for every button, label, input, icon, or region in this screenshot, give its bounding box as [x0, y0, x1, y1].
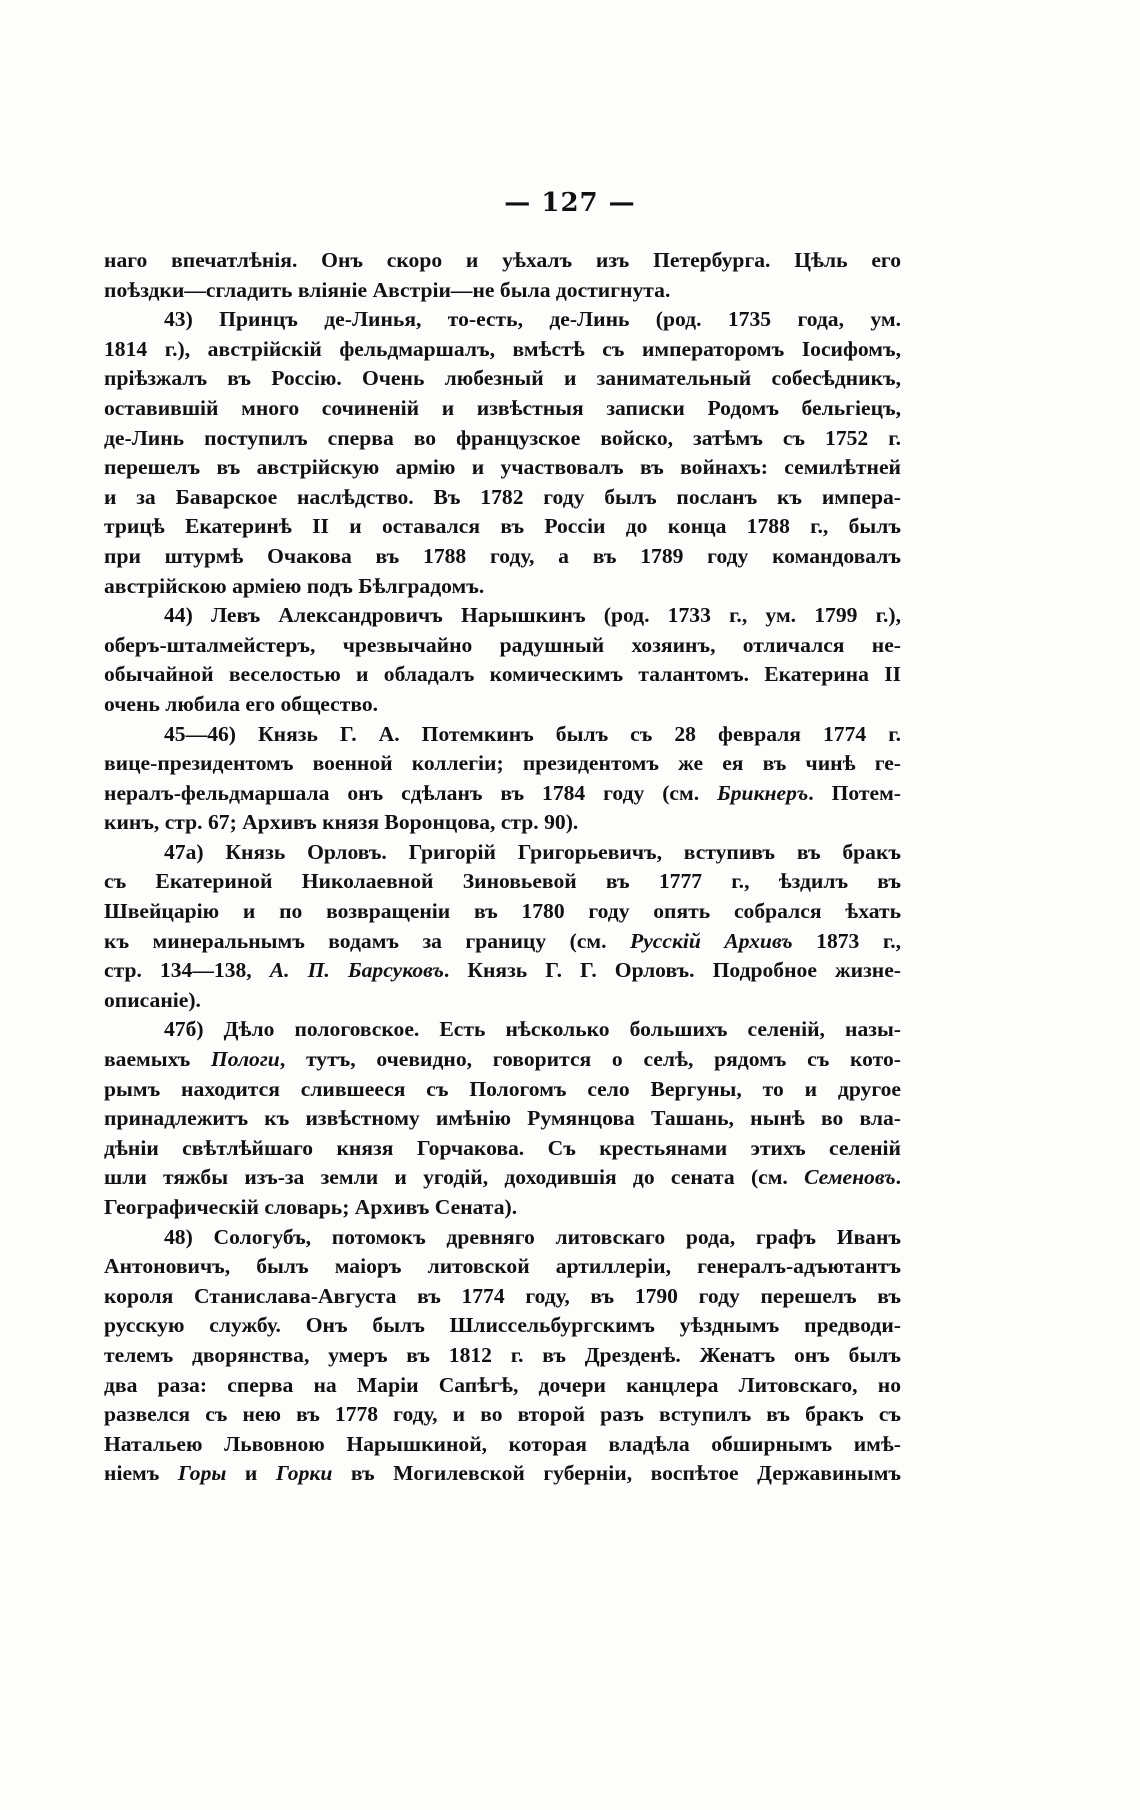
- text-line: шли тяжбы изъ-за земли и угодій, доходившія до сената (см. Семеновъ.: [104, 1165, 901, 1190]
- text-line: развелся съ нею въ 1778 году, и во второй разъ вступилъ въ бракъ съ: [104, 1402, 901, 1427]
- text-line: описаніе).: [104, 987, 201, 1012]
- text-line: трицѣ Екатеринѣ II и оставался въ Россіи до конца 1788 г., былъ: [104, 514, 901, 539]
- text-line: 43) Принцъ де-Линья, то-есть, де-Линь (род. 1735 года, ум.: [164, 307, 901, 332]
- text-line: короля Станислава-Августа въ 1774 году, въ 1790 году перешелъ въ: [104, 1283, 901, 1308]
- text-line: австрійскою арміею подъ Бѣлградомъ.: [104, 573, 485, 598]
- text-line: пріѣзжалъ въ Россію. Очень любезный и занимательный собесѣдникъ,: [104, 366, 901, 391]
- text-line: ніемъ Горы и Горки въ Могилевской губерніи, воспѣтое Державинымъ: [104, 1461, 901, 1486]
- text-line: нералъ-фельдмаршала онъ сдѣланъ въ 1784 году (см. Брикнеръ. Потем-: [104, 780, 901, 805]
- text-line: 1814 г.), австрійскій фельдмаршалъ, вмѣстѣ съ императоромъ Іосифомъ,: [104, 336, 901, 361]
- text-line: кинъ, стр. 67; Архивъ князя Воронцова, стр. 90).: [104, 810, 579, 835]
- text-line: съ Екатериной Николаевной Зиновьевой въ 1777 г., ѣздилъ въ: [104, 869, 901, 894]
- text-line: Натальею Львовною Нарышкиной, которая владѣла обширнымъ имѣ-: [104, 1431, 901, 1456]
- text-line: Антоновичъ, былъ маіоръ литовской артиллеріи, генералъ-адъютантъ: [104, 1254, 901, 1279]
- text-line: вице-президентомъ военной коллегіи; президентомъ же ея въ чинѣ ге-: [104, 751, 901, 776]
- text-line: очень любила его общество.: [104, 691, 379, 716]
- text-line: 45—46) Князь Г. А. Потемкинъ былъ съ 28 февраля 1774 г.: [164, 721, 901, 746]
- text-line: 47а) Князь Орловъ. Григорій Григорьевичъ, вступивъ въ бракъ: [164, 839, 901, 864]
- text-line: Географическій словарь; Архивъ Сената).: [104, 1195, 518, 1219]
- text-line: перешелъ въ австрійскую армію и участвовалъ въ войнахъ: семилѣтней: [104, 455, 901, 480]
- text-line: ваемыхъ Пологи, тутъ, очевидно, говорится о селѣ, рядомъ съ кото-: [104, 1047, 901, 1072]
- text-line: 47б) Дѣло пологовское. Есть нѣсколько большихъ селеній, назы-: [164, 1017, 901, 1042]
- text-line: Швейцарію и по возвращеніи въ 1780 году опять собрался ѣхать: [104, 899, 901, 924]
- text-line: принадлежитъ къ извѣстному имѣнію Румянцова Ташань, нынѣ во вла-: [104, 1106, 901, 1131]
- page-text: [104, 246, 901, 1489]
- text-line: 48) Сологубъ, потомокъ древняго литовскаго рода, графъ Иванъ: [164, 1224, 901, 1249]
- text-line: 44) Левъ Александровичъ Нарышкинъ (род. 1733 г., ум. 1799 г.),: [164, 603, 901, 628]
- text-line: поѣздки—сгладить вліяніе Австріи—не была достигнута.: [104, 277, 671, 302]
- text-line: русскую службу. Онъ былъ Шлиссельбургскимъ уѣзднымъ предводи-: [104, 1313, 901, 1338]
- page-number: — 127 —: [504, 188, 636, 218]
- text-line: оставившій много сочиненій и извѣстныя записки Родомъ бельгіецъ,: [104, 395, 901, 420]
- text-line: и за Баварское наслѣдство. Въ 1782 году былъ посланъ къ импера-: [104, 484, 901, 509]
- text-line: къ минеральнымъ водамъ за границу (см. Русскій Архивъ 1873 г.,: [104, 928, 901, 953]
- text-line: телемъ дворянства, умеръ въ 1812 г. въ Дрезденѣ. Женатъ онъ былъ: [104, 1342, 901, 1367]
- text-line: де-Линь поступилъ сперва во французское войско, затѣмъ съ 1752 г.: [104, 425, 901, 450]
- text-line: два раза: сперва на Маріи Сапѣгѣ, дочери канцлера Литовскаго, но: [104, 1372, 901, 1397]
- text-line: наго впечатлѣнія. Онъ скоро и уѣхалъ изъ Петербурга. Цѣль его: [104, 248, 901, 272]
- text-line: при штурмѣ Очакова въ 1788 году, а въ 1789 году командовалъ: [104, 543, 901, 568]
- text-line: дѣніи свѣтлѣйшаго князя Горчакова. Съ крестьянами этихъ селеній: [104, 1135, 901, 1160]
- text-line: рымъ находится слившееся съ Пологомъ село Вергуны, то и другое: [104, 1076, 901, 1101]
- text-line: стр. 134—138, А. П. Барсуковъ. Князь Г. Г. Орловъ. Подробное жизне-: [104, 958, 901, 983]
- text-line: обычайной веселостью и обладалъ комическимъ талантомъ. Екатерина II: [104, 662, 901, 687]
- text-line: оберъ-шталмейстеръ, чрезвычайно радушный хозяинъ, отличался не-: [104, 632, 901, 657]
